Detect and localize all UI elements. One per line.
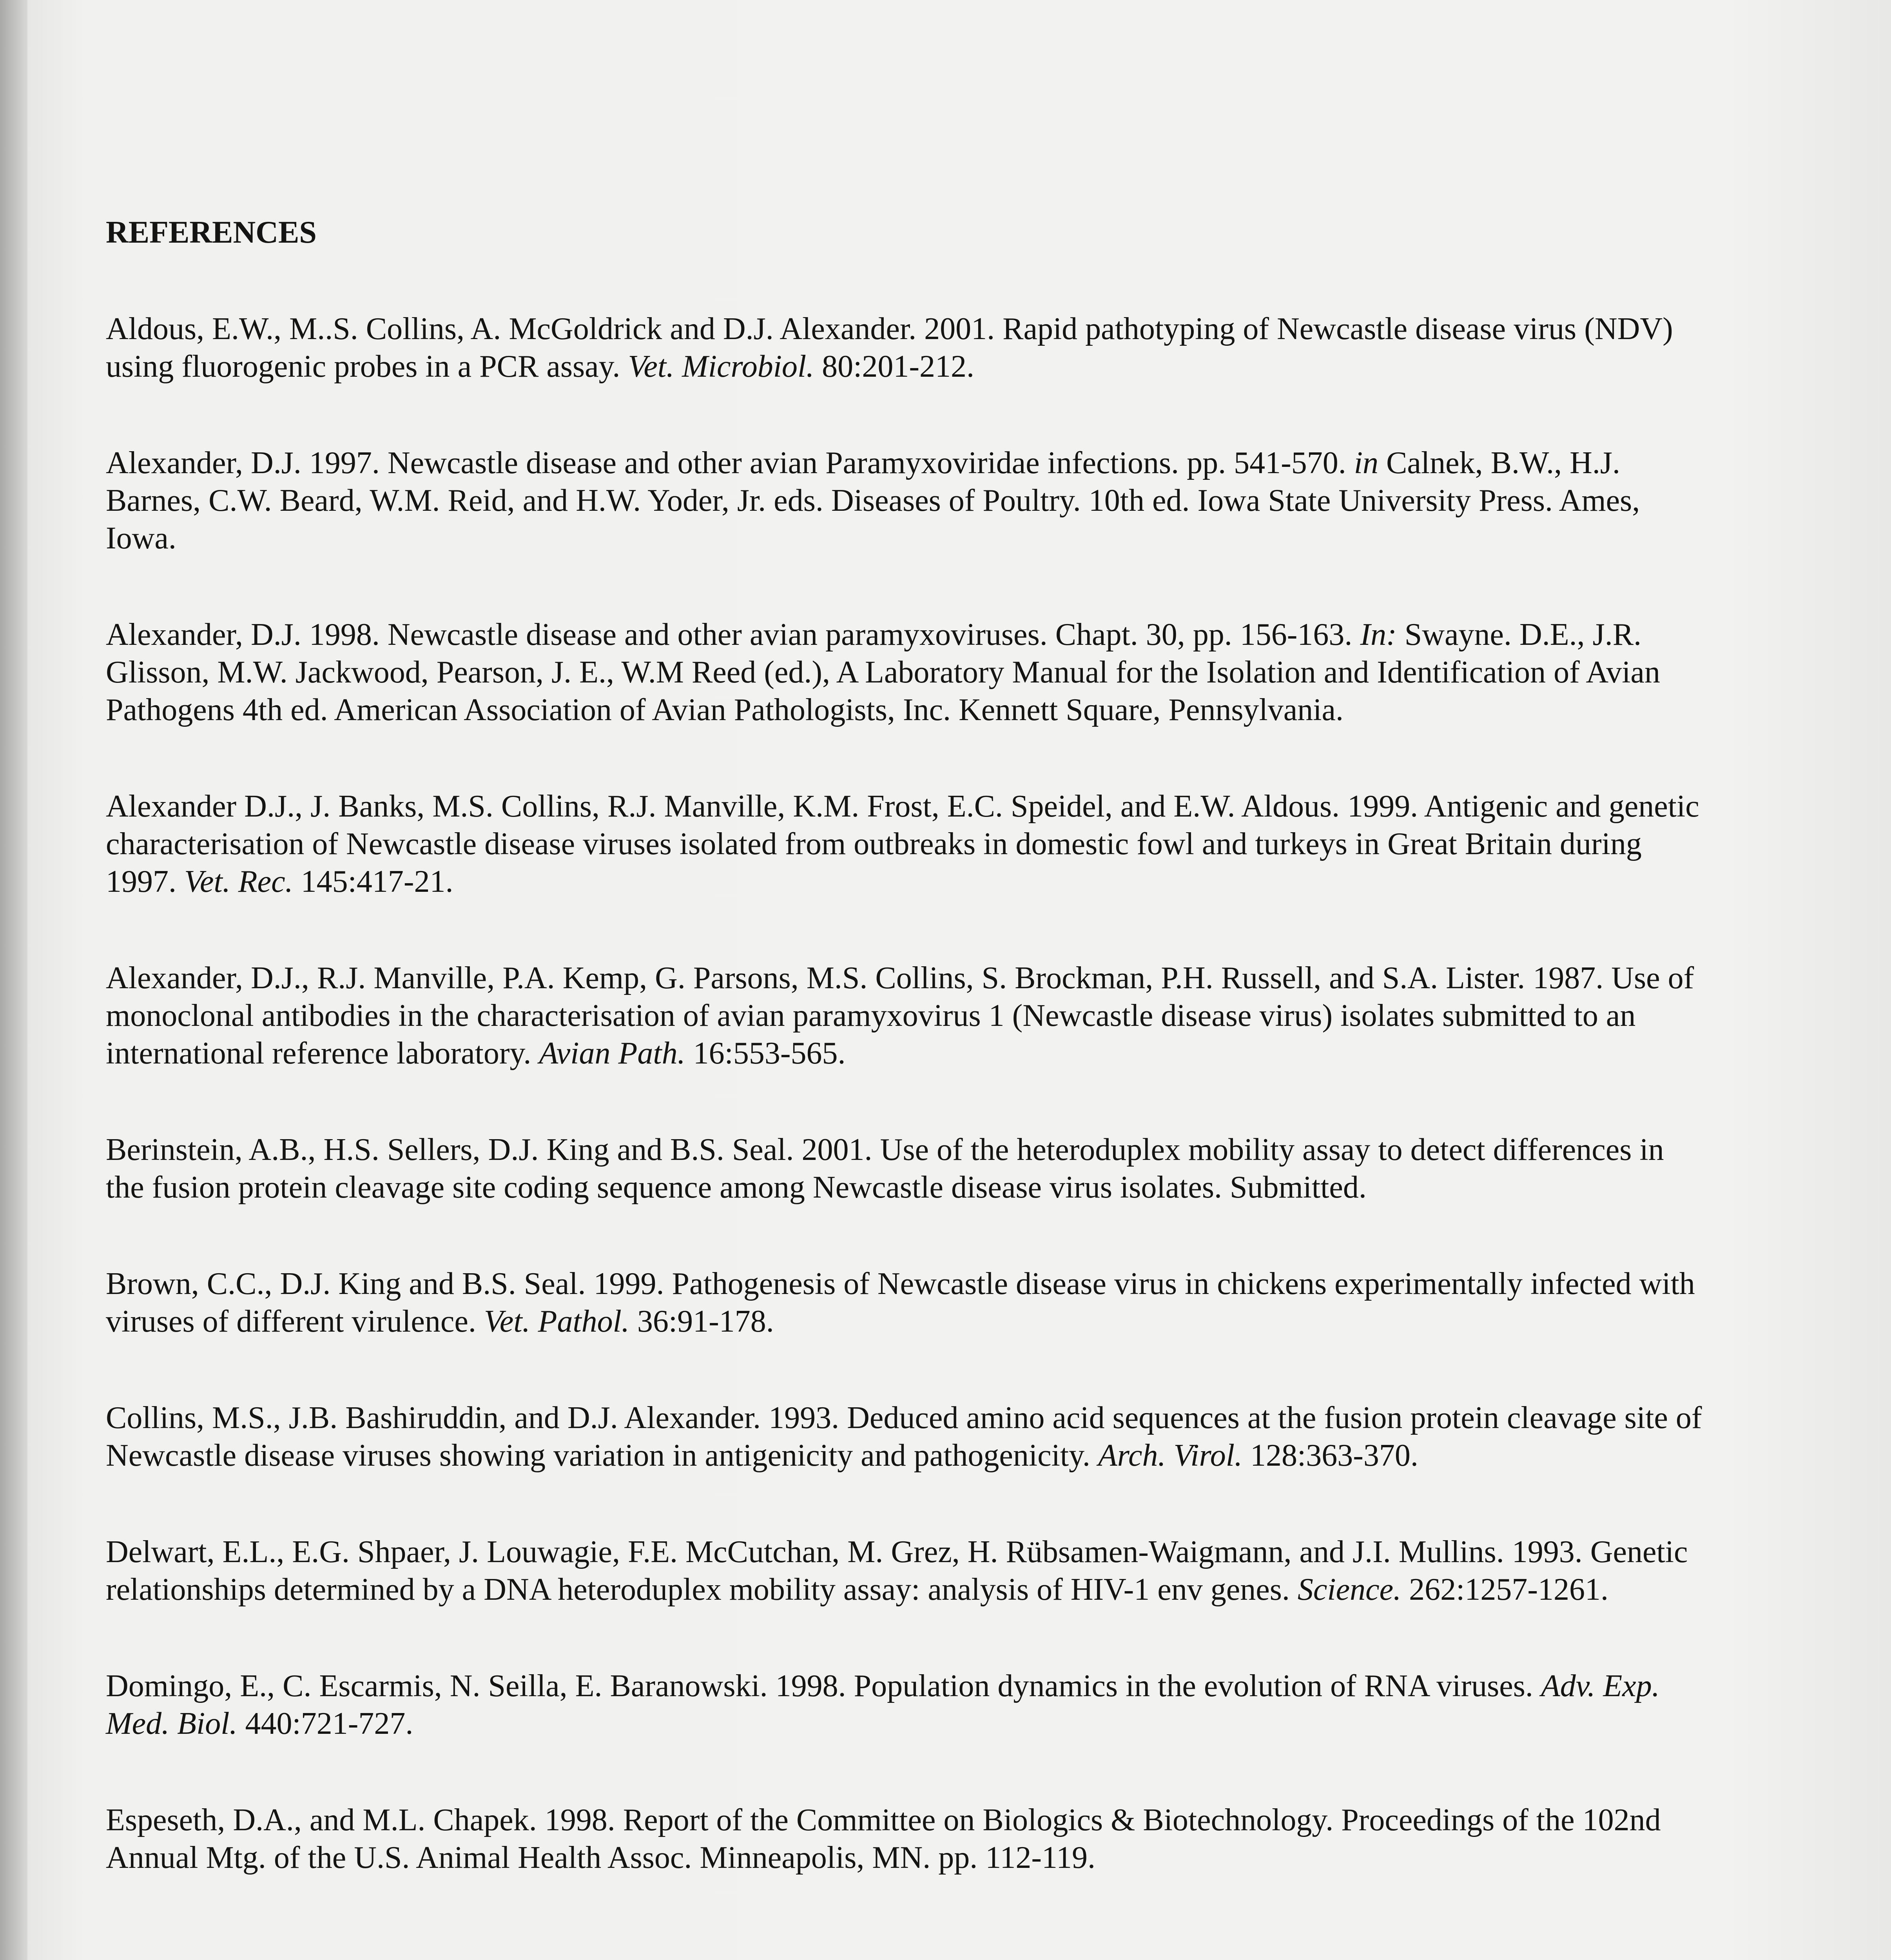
reference-citation: Calnek, B.W., H.J. Barnes, C.W. Beard, W.M. Reid, and H.W. Yoder, Jr. eds. Diseases of Poultry. 10th ed. Iowa State University Press. Ames, Iowa.	[106, 446, 1640, 555]
reference-text: Alexander D.J., J. Banks, M.S. Collins, R.J. Manville, K.M. Frost, E.C. Speidel, and E.W. Aldous. 1999. Antigenic and genetic characterisation of Newcastle disease viruses isolated from outbreaks in domestic fowl and turkeys in Great Britain during 1997.	[106, 789, 1699, 899]
reference-text: Aldous, E.W., M..S. Collins, A. McGoldrick and D.J. Alexander. 2001. Rapid pathotyping of Newcastle disease virus (NDV) using fluorogenic probes in a PCR assay.	[106, 312, 1673, 384]
reference-citation: 80:201-212.	[814, 349, 975, 384]
reference-text: Domingo, E., C. Escarmis, N. Seilla, E. Baranowski. 1998. Population dynamics in the evolution of RNA viruses.	[106, 1669, 1541, 1703]
reference-entry	[106, 1265, 1705, 1340]
reference-citation: 262:1257-1261.	[1401, 1572, 1608, 1607]
reference-citation: Swayne. D.E., J.R. Glisson, M.W. Jackwood, Pearson, J. E., W.M Reed (ed.), A Laboratory Manual for the Isolation and Identification of Avian Pathogens 4th ed. American Association of Avian Pathologists, Inc. Kennett Square, Pennsylvania.	[106, 617, 1660, 727]
reference-entry	[106, 788, 1705, 900]
reference-text: Collins, M.S., J.B. Bashiruddin, and D.J. Alexander. 1993. Deduced amino acid sequences at the fusion protein cleavage site of Newcastle disease viruses showing variation in antigenicity and pathogenicity.	[106, 1401, 1702, 1473]
reference-text: Berinstein, A.B., H.S. Sellers, D.J. King and B.S. Seal. 2001. Use of the heteroduplex mobility assay to detect differences in the fusion protein cleavage site coding sequence among Newcastle disease virus isolates. Submitted.	[106, 1132, 1664, 1205]
reference-journal: Arch. Virol.	[1098, 1438, 1243, 1473]
reference-entry	[106, 310, 1705, 385]
reference-journal: in	[1354, 446, 1378, 480]
reference-citation: 145:417-21.	[293, 864, 453, 899]
reference-entry	[106, 1801, 1705, 1877]
reference-text: Espeseth, D.A., and M.L. Chapek. 1998. Report of the Committee on Biologics & Biotechnology. Proceedings of the 102nd Annual Mtg. of the U.S. Animal Health Assoc. Minneapolis, MN. pp. 112-119.	[106, 1803, 1661, 1875]
page-binding-shadow	[0, 0, 27, 1960]
reference-text: Delwart, E.L., E.G. Shpaer, J. Louwagie, F.E. McCutchan, M. Grez, H. Rübsamen-Waigmann, and J.I. Mullins. 1993. Genetic relationships determined by a DNA heteroduplex mobility assay: analysis of HIV-1 env genes.	[106, 1535, 1688, 1607]
reference-entry	[106, 1399, 1705, 1474]
reference-entry	[106, 616, 1705, 729]
reference-citation: 440:721-727.	[237, 1706, 413, 1741]
reference-citation: 16:553-565.	[685, 1036, 846, 1071]
reference-text: Alexander, D.J., R.J. Manville, P.A. Kemp, G. Parsons, M.S. Collins, S. Brockman, P.H. Russell, and S.A. Lister. 1987. Use of monoclonal antibodies in the characterisation of avian paramyxovirus 1 (Newcastle disease virus) isolates submitted to an international reference laboratory.	[106, 961, 1694, 1071]
reference-journal: In:	[1360, 617, 1397, 652]
reference-journal: Avian Path.	[539, 1036, 685, 1071]
reference-journal: Vet. Rec.	[184, 864, 293, 899]
reference-text: Brown, C.C., D.J. King and B.S. Seal. 1999. Pathogenesis of Newcastle disease virus in chickens experimentally infected with viruses of different virulence.	[106, 1267, 1695, 1339]
references-section	[106, 214, 1705, 1935]
reference-entry	[106, 1533, 1705, 1608]
reference-journal: Vet. Pathol.	[484, 1304, 629, 1339]
references-heading: REFERENCES	[106, 215, 317, 250]
reference-entry	[106, 1131, 1705, 1206]
reference-journal: Science.	[1297, 1572, 1401, 1607]
reference-entry	[106, 444, 1705, 557]
reference-text: Alexander, D.J. 1997. Newcastle disease and other avian Paramyxoviridae infections. pp. 541-570.	[106, 446, 1354, 480]
reference-journal: Vet. Microbiol.	[628, 349, 814, 384]
reference-journal: Adv. Exp. Med. Biol.	[106, 1669, 1660, 1741]
reference-entry	[106, 959, 1705, 1072]
reference-text: Alexander, D.J. 1998. Newcastle disease and other avian paramyxoviruses. Chapt. 30, pp. 156-163.	[106, 617, 1360, 652]
reference-citation: 128:363-370.	[1242, 1438, 1418, 1473]
reference-entry	[106, 1667, 1705, 1742]
reference-citation: 36:91-178.	[629, 1304, 774, 1339]
